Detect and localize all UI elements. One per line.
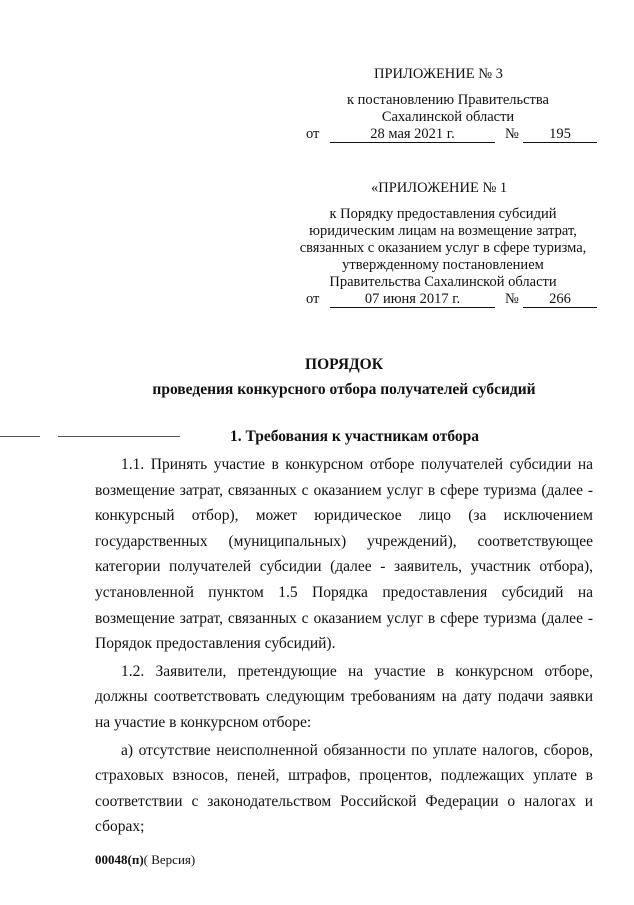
appendix-1-title: «ПРИЛОЖЕНИЕ № 1 <box>371 180 508 196</box>
document-subtitle: проведения конкурсного отбора получателей субсидий <box>152 381 536 398</box>
footer-version: ( Версия) <box>143 852 196 867</box>
appendix-3-number: 195 <box>549 126 571 142</box>
paragraph-1-2: 1.2. Заявители, претендующие на участие в конкурсном отборе, должны соответствовать следующим требованиям на дату подачи заявки на участие в конкурсном отборе: <box>95 662 593 731</box>
paragraph-a: а) отсутствие неисполненной обязанности по уплате налогов, сборов, страховых взносов, пеней, штрафов, процентов, подлежащих уплате в соответствии с законодательством Российской Федерации о налогах и сборах; <box>95 741 593 836</box>
appendix-1-ref-line4: утвержденному постановлением <box>342 257 544 273</box>
appendix-1-number-label: № <box>505 291 519 307</box>
appendix-1-from-label: от <box>306 291 320 307</box>
section-heading: 1. Требования к участникам отбора <box>230 428 480 445</box>
appendix-1-ref-line5: Правительства Сахалинской области <box>329 274 557 290</box>
appendix-3-title: ПРИЛОЖЕНИЕ № 3 <box>374 66 503 82</box>
appendix-3-date: 28 мая 2021 г. <box>370 126 455 142</box>
paragraph-1-1: 1.1. Принять участие в конкурсном отборе получателей субсидии на возмещение затрат, связанных с оказанием услуг в сфере туризма (далее - конкурсный отбор), может юридическое лицо (за исключением государственных (муниципальных) учреждений), соответствующее категории получателей субсидии (далее - заявитель, участник отбора), установленной пунктом 1.5 Порядка предоставления субсидий на возмещение затрат, связанных с оказанием услуг в сфере туризма (далее - Порядок предоставления субсидий). <box>95 456 593 653</box>
footer <box>95 852 195 868</box>
appendix-3-ref-line1: к постановлению Правительства <box>347 92 549 108</box>
appendix-1-number: 266 <box>549 291 571 307</box>
appendix-3-from-label: от <box>306 126 320 142</box>
footer-code: 00048(п) <box>95 852 144 867</box>
document-body <box>95 452 593 840</box>
appendix-1-ref-line2: юридическим лицам на возмещение затрат, <box>309 223 577 239</box>
appendix-3-number-label: № <box>505 126 519 142</box>
appendix-1-ref-line3: связанных с оказанием услуг в сфере туризма, <box>299 240 587 256</box>
appendix-1-date: 07 июня 2017 г. <box>364 291 461 307</box>
document-title: ПОРЯДОК <box>305 356 383 373</box>
appendix-1-ref-line1: к Порядку предоставления субсидий <box>329 206 557 222</box>
appendix-3-ref-line2: Сахалинской области <box>381 109 515 125</box>
